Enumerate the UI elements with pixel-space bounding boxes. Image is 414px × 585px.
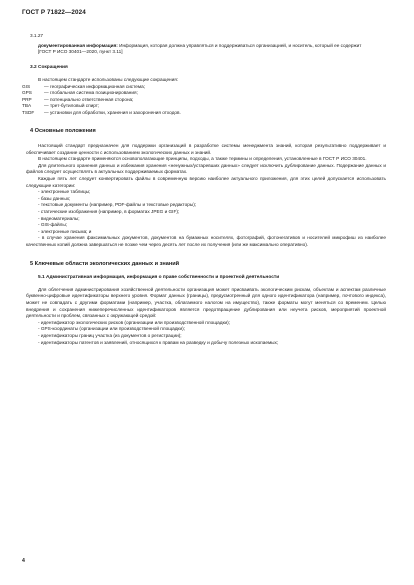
list-item: - идентификаторы границ участка (из документов о регистрации); (38, 332, 182, 338)
definition-reference: [ГОСТ Р ИСО 30401—2020, пункт 3.11] (38, 49, 123, 55)
list-item: - электронные письма; и (38, 228, 92, 234)
section-4-paragraph: Для длительного хранения данных и избежания хранения «ненужных/устаревших данных» следует исключить дублирование данных. Подержание данных и файлов следует осуществлять в актуальных поддерживаемых форматах. (26, 162, 386, 175)
list-item: - GPS-координаты (организации или производственной площадки); (38, 326, 185, 332)
abbreviation-row: TBA — трет-бутиловый спирт; (22, 103, 100, 109)
term-number: 3.1.27 (30, 33, 44, 38)
list-item: - идентификаторы патентов и заявлений, относящихся к правам на разведку и добычу полезных ископаемых; (38, 339, 279, 345)
list-item: - идентификатор экологических рисков (организации или производственной площадки); (38, 319, 230, 325)
list-item: - базы данных; (38, 195, 71, 201)
section-5-heading: 5 Ключевые области экологических данных и знаний (30, 260, 180, 267)
definition-term: документированная информация: (38, 42, 118, 48)
list-item: - видеоматериалы; (38, 215, 80, 221)
list-item: - электронные таблицы; (38, 189, 91, 195)
section-3-2-heading: 3.2 Сокращения (30, 64, 68, 70)
abbreviations-table (22, 84, 181, 117)
abbreviation-row: GIS — географическая информационная система; (22, 83, 145, 89)
list-item: - GIS-файлы; (38, 222, 67, 228)
page-content (22, 33, 386, 346)
abbreviation-row: PRP — потенциально ответственная сторона; (22, 96, 134, 102)
section-4-list (26, 189, 386, 248)
page-header: ГОСТ Р 71822—2024 (22, 9, 86, 16)
page-number: 4 (22, 558, 25, 564)
section-5-list (26, 320, 386, 346)
section-4-paragraph: В настоящем стандарте применяются основополагающие принципы, подходы, а также термины и определения, установленные в ГОСТ Р ИСО 30401. (38, 156, 367, 162)
section-4-heading: 4 Основные положения (30, 128, 96, 135)
definition-3-1-27 (26, 43, 386, 56)
abbreviation-row: TSDF — установки для обработки, хранения и захоронения отходов. (22, 109, 181, 115)
definition-text: Информация, которая должна управляться и поддерживаться организацией, и носитель, который ее содержит (119, 42, 362, 48)
section-5-1-heading: 5.1 Административная информация, информация о праве собственности и проектной деятельности (38, 275, 280, 281)
list-item: - текстовые документы (например, PDF-файлы и текстовые редакторы); (38, 202, 197, 208)
list-item: - в случае хранения факсимильных документов, документов на бумажных носителях, фотографий, фотонегативов и носителей микрофиш из наиболее качественных копий должна завершаться не позже чем через десять лет после их получения (или же максимально оперативно). (26, 235, 386, 247)
section-5-paragraph: Для облегчения администрирования хозяйственной деятельности организация может присваивать экологическим рискам, объектам и аспектам различные буквенно-цифровые идентификаторы верхнего уровня. Формат данных (границы), предусмотренный для одного идентификатора (например, почтового индекса), может не совпадать с другими форматами (например, участка, облагаемого налогом на имущество), также форматы могут меняться со временем. Целью внедрения и сохранения нижеперечисленных идентификаторов является предотвращение дублирования или неучета рисков, мероприятий проектной деятельности и проблем, связанных с окружающей средой: (26, 286, 386, 319)
section-4-paragraph: Каждые пять лет следует конвертировать файлы в современную версию наиболее актуального приложения, для этих целей допускается использовать следующие категории: (26, 176, 386, 188)
section-3-2-intro: В настоящем стандарте использованы следующие сокращения: (38, 77, 179, 83)
abbreviation-row: GPS — глобальная система позиционирования; (22, 90, 138, 96)
section-4-paragraph: Настоящий стандарт предназначен для поддержки организаций в разработке системы менеджмента знаний, которая результативно поддерживает и обеспечивает создание ценности с использованием экологических данных и знаний. (26, 143, 386, 155)
list-item: - статические изображения (например, в форматах JPEG и GIF); (38, 209, 180, 214)
